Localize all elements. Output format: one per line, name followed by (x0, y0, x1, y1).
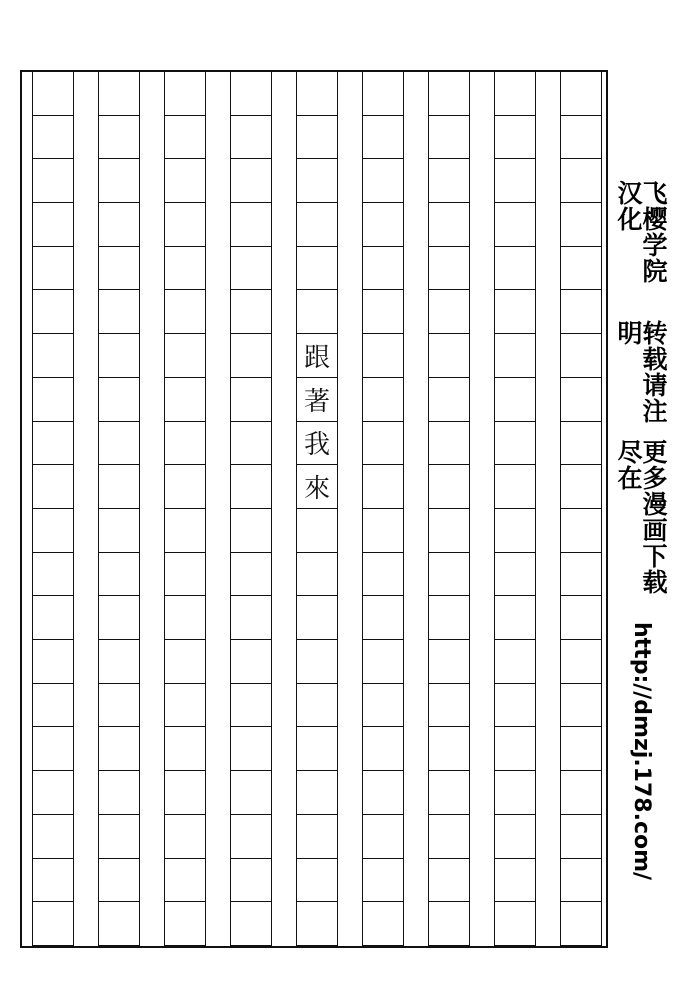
grid-cell (495, 334, 535, 378)
grid-cell (363, 596, 403, 640)
grid-column (560, 72, 602, 946)
grid-cell (561, 334, 601, 378)
grid-cell (429, 203, 469, 247)
grid-cell (363, 859, 403, 903)
written-character: 著 (297, 378, 337, 422)
grid-cell (231, 553, 271, 597)
grid-cell (99, 815, 139, 859)
grid-cell (165, 728, 205, 772)
manuscript-grid (22, 72, 606, 946)
grid-cell (99, 509, 139, 553)
grid-cell (429, 378, 469, 422)
grid-cell (231, 247, 271, 291)
grid-cell (429, 159, 469, 203)
grid-cell (99, 378, 139, 422)
grid-cell (297, 640, 337, 684)
grid-column (296, 72, 338, 946)
grid-cell (297, 509, 337, 553)
grid-cell (231, 509, 271, 553)
grid-cell (429, 465, 469, 509)
grid-cell (429, 291, 469, 335)
grid-column (98, 72, 140, 946)
grid-cell (165, 291, 205, 335)
grid-cell (165, 247, 205, 291)
grid-cell (297, 72, 337, 116)
grid-cell (165, 815, 205, 859)
grid-cell (363, 465, 403, 509)
grid-cell (297, 291, 337, 335)
grid-cell (561, 771, 601, 815)
written-character: 我 (297, 422, 337, 466)
grid-cell (561, 291, 601, 335)
grid-cell (165, 203, 205, 247)
grid-cell (231, 902, 271, 946)
grid-cell (429, 553, 469, 597)
grid-cell (33, 553, 73, 597)
credit-line-3: 更多漫画下载尽在 (614, 438, 668, 595)
grid-cell (495, 596, 535, 640)
grid-cell (33, 159, 73, 203)
grid-cell (99, 422, 139, 466)
grid-cell (495, 465, 535, 509)
grid-cell (429, 815, 469, 859)
grid-cell (99, 771, 139, 815)
grid-cell (297, 902, 337, 946)
grid-cell (429, 116, 469, 160)
grid-cell (33, 116, 73, 160)
grid-cell (99, 247, 139, 291)
grid-column (362, 72, 404, 946)
grid-cell (561, 640, 601, 684)
grid-cell (231, 596, 271, 640)
written-character: 跟 (297, 334, 337, 378)
grid-cell (429, 859, 469, 903)
grid-cell (561, 465, 601, 509)
grid-cell (33, 815, 73, 859)
grid-cell (99, 859, 139, 903)
grid-cell (495, 640, 535, 684)
grid-cell (363, 728, 403, 772)
grid-cell (33, 640, 73, 684)
grid-cell (363, 684, 403, 728)
grid-cell (363, 815, 403, 859)
grid-cell (165, 116, 205, 160)
grid-cell (363, 422, 403, 466)
grid-cell (231, 116, 271, 160)
grid-cell (231, 640, 271, 684)
grid-cell (33, 465, 73, 509)
grid-cell (99, 116, 139, 160)
grid-cell (33, 596, 73, 640)
grid-cell (165, 509, 205, 553)
grid-cell (165, 596, 205, 640)
written-character: 來 (297, 465, 337, 509)
grid-cell (33, 203, 73, 247)
grid-cell (99, 465, 139, 509)
grid-cell (231, 72, 271, 116)
grid-cell (99, 203, 139, 247)
grid-cell (231, 334, 271, 378)
grid-cell (231, 728, 271, 772)
grid-cell (165, 422, 205, 466)
grid-cell (561, 378, 601, 422)
grid-cell (561, 422, 601, 466)
grid-cell (297, 553, 337, 597)
grid-cell (99, 334, 139, 378)
grid-cell (165, 465, 205, 509)
grid-cell (495, 159, 535, 203)
grid-cell (363, 72, 403, 116)
grid-cell (495, 116, 535, 160)
credit-line-1: 飞樱学院汉化 (614, 180, 668, 284)
grid-cell (495, 378, 535, 422)
grid-cell (99, 553, 139, 597)
grid-cell (297, 684, 337, 728)
grid-cell (363, 116, 403, 160)
grid-cell (561, 247, 601, 291)
grid-cell (297, 203, 337, 247)
grid-cell (33, 859, 73, 903)
grid-cell (231, 291, 271, 335)
grid-cell (495, 72, 535, 116)
grid-cell (165, 378, 205, 422)
grid-cell (363, 902, 403, 946)
grid-cell (363, 509, 403, 553)
grid-cell (297, 596, 337, 640)
grid-cell (495, 509, 535, 553)
grid-cell (561, 902, 601, 946)
grid-cell (33, 509, 73, 553)
grid-cell (561, 509, 601, 553)
grid-cell (429, 72, 469, 116)
grid-cell (429, 728, 469, 772)
grid-cell (33, 247, 73, 291)
grid-cell (99, 72, 139, 116)
side-credit (612, 180, 670, 880)
grid-cell (363, 553, 403, 597)
grid-cell (297, 247, 337, 291)
grid-cell (429, 509, 469, 553)
grid-cell (561, 72, 601, 116)
grid-cell (495, 771, 535, 815)
grid-cell (495, 815, 535, 859)
grid-cell (231, 859, 271, 903)
grid-cell (561, 815, 601, 859)
manuscript-paper (20, 70, 608, 948)
grid-cell (495, 422, 535, 466)
grid-cell (231, 684, 271, 728)
grid-cell (429, 902, 469, 946)
grid-cell (561, 728, 601, 772)
grid-cell (165, 72, 205, 116)
credit-line-2: 转载请注明 (614, 320, 668, 425)
grid-cell (363, 291, 403, 335)
credit-url: http://dmzj.178.com/ (629, 621, 654, 880)
grid-cell (165, 902, 205, 946)
grid-cell (231, 465, 271, 509)
grid-cell (429, 422, 469, 466)
grid-cell (429, 247, 469, 291)
grid-cell (33, 771, 73, 815)
grid-cell (363, 378, 403, 422)
grid-cell (165, 553, 205, 597)
grid-cell (561, 116, 601, 160)
grid-cell (429, 334, 469, 378)
grid-cell (99, 902, 139, 946)
grid-cell (33, 291, 73, 335)
grid-cell (99, 640, 139, 684)
grid-cell (495, 203, 535, 247)
grid-cell (363, 771, 403, 815)
grid-cell (33, 334, 73, 378)
grid-cell (231, 378, 271, 422)
grid-cell (495, 291, 535, 335)
grid-cell (231, 771, 271, 815)
grid-cell (363, 159, 403, 203)
grid-cell (99, 596, 139, 640)
grid-cell (495, 684, 535, 728)
grid-cell (297, 728, 337, 772)
grid-cell (297, 159, 337, 203)
grid-cell (33, 72, 73, 116)
grid-cell (561, 859, 601, 903)
grid-cell (165, 159, 205, 203)
grid-cell (99, 684, 139, 728)
grid-cell (429, 640, 469, 684)
grid-column (428, 72, 470, 946)
grid-cell (231, 422, 271, 466)
grid-column (494, 72, 536, 946)
grid-cell (33, 684, 73, 728)
grid-cell (165, 771, 205, 815)
grid-cell (363, 247, 403, 291)
grid-cell (495, 553, 535, 597)
grid-cell (33, 422, 73, 466)
grid-cell (495, 859, 535, 903)
grid-cell (165, 859, 205, 903)
grid-cell (495, 728, 535, 772)
grid-cell (99, 159, 139, 203)
grid-cell (561, 203, 601, 247)
grid-cell (231, 815, 271, 859)
grid-cell (495, 902, 535, 946)
grid-cell (561, 553, 601, 597)
grid-cell (495, 247, 535, 291)
grid-cell (561, 684, 601, 728)
grid-cell (99, 291, 139, 335)
grid-cell (363, 203, 403, 247)
grid-cell (99, 728, 139, 772)
grid-column (230, 72, 272, 946)
grid-cell (165, 640, 205, 684)
grid-cell (429, 771, 469, 815)
grid-cell (165, 684, 205, 728)
grid-cell (363, 640, 403, 684)
grid-cell (297, 771, 337, 815)
grid-cell (33, 728, 73, 772)
grid-column (164, 72, 206, 946)
grid-cell (231, 203, 271, 247)
grid-cell (33, 902, 73, 946)
grid-cell (33, 378, 73, 422)
grid-cell (561, 159, 601, 203)
grid-cell (297, 116, 337, 160)
grid-cell (429, 684, 469, 728)
grid-cell (561, 596, 601, 640)
grid-column (32, 72, 74, 946)
grid-cell (297, 859, 337, 903)
grid-cell (429, 596, 469, 640)
grid-cell (231, 159, 271, 203)
grid-cell (363, 334, 403, 378)
grid-cell (297, 815, 337, 859)
grid-cell (165, 334, 205, 378)
